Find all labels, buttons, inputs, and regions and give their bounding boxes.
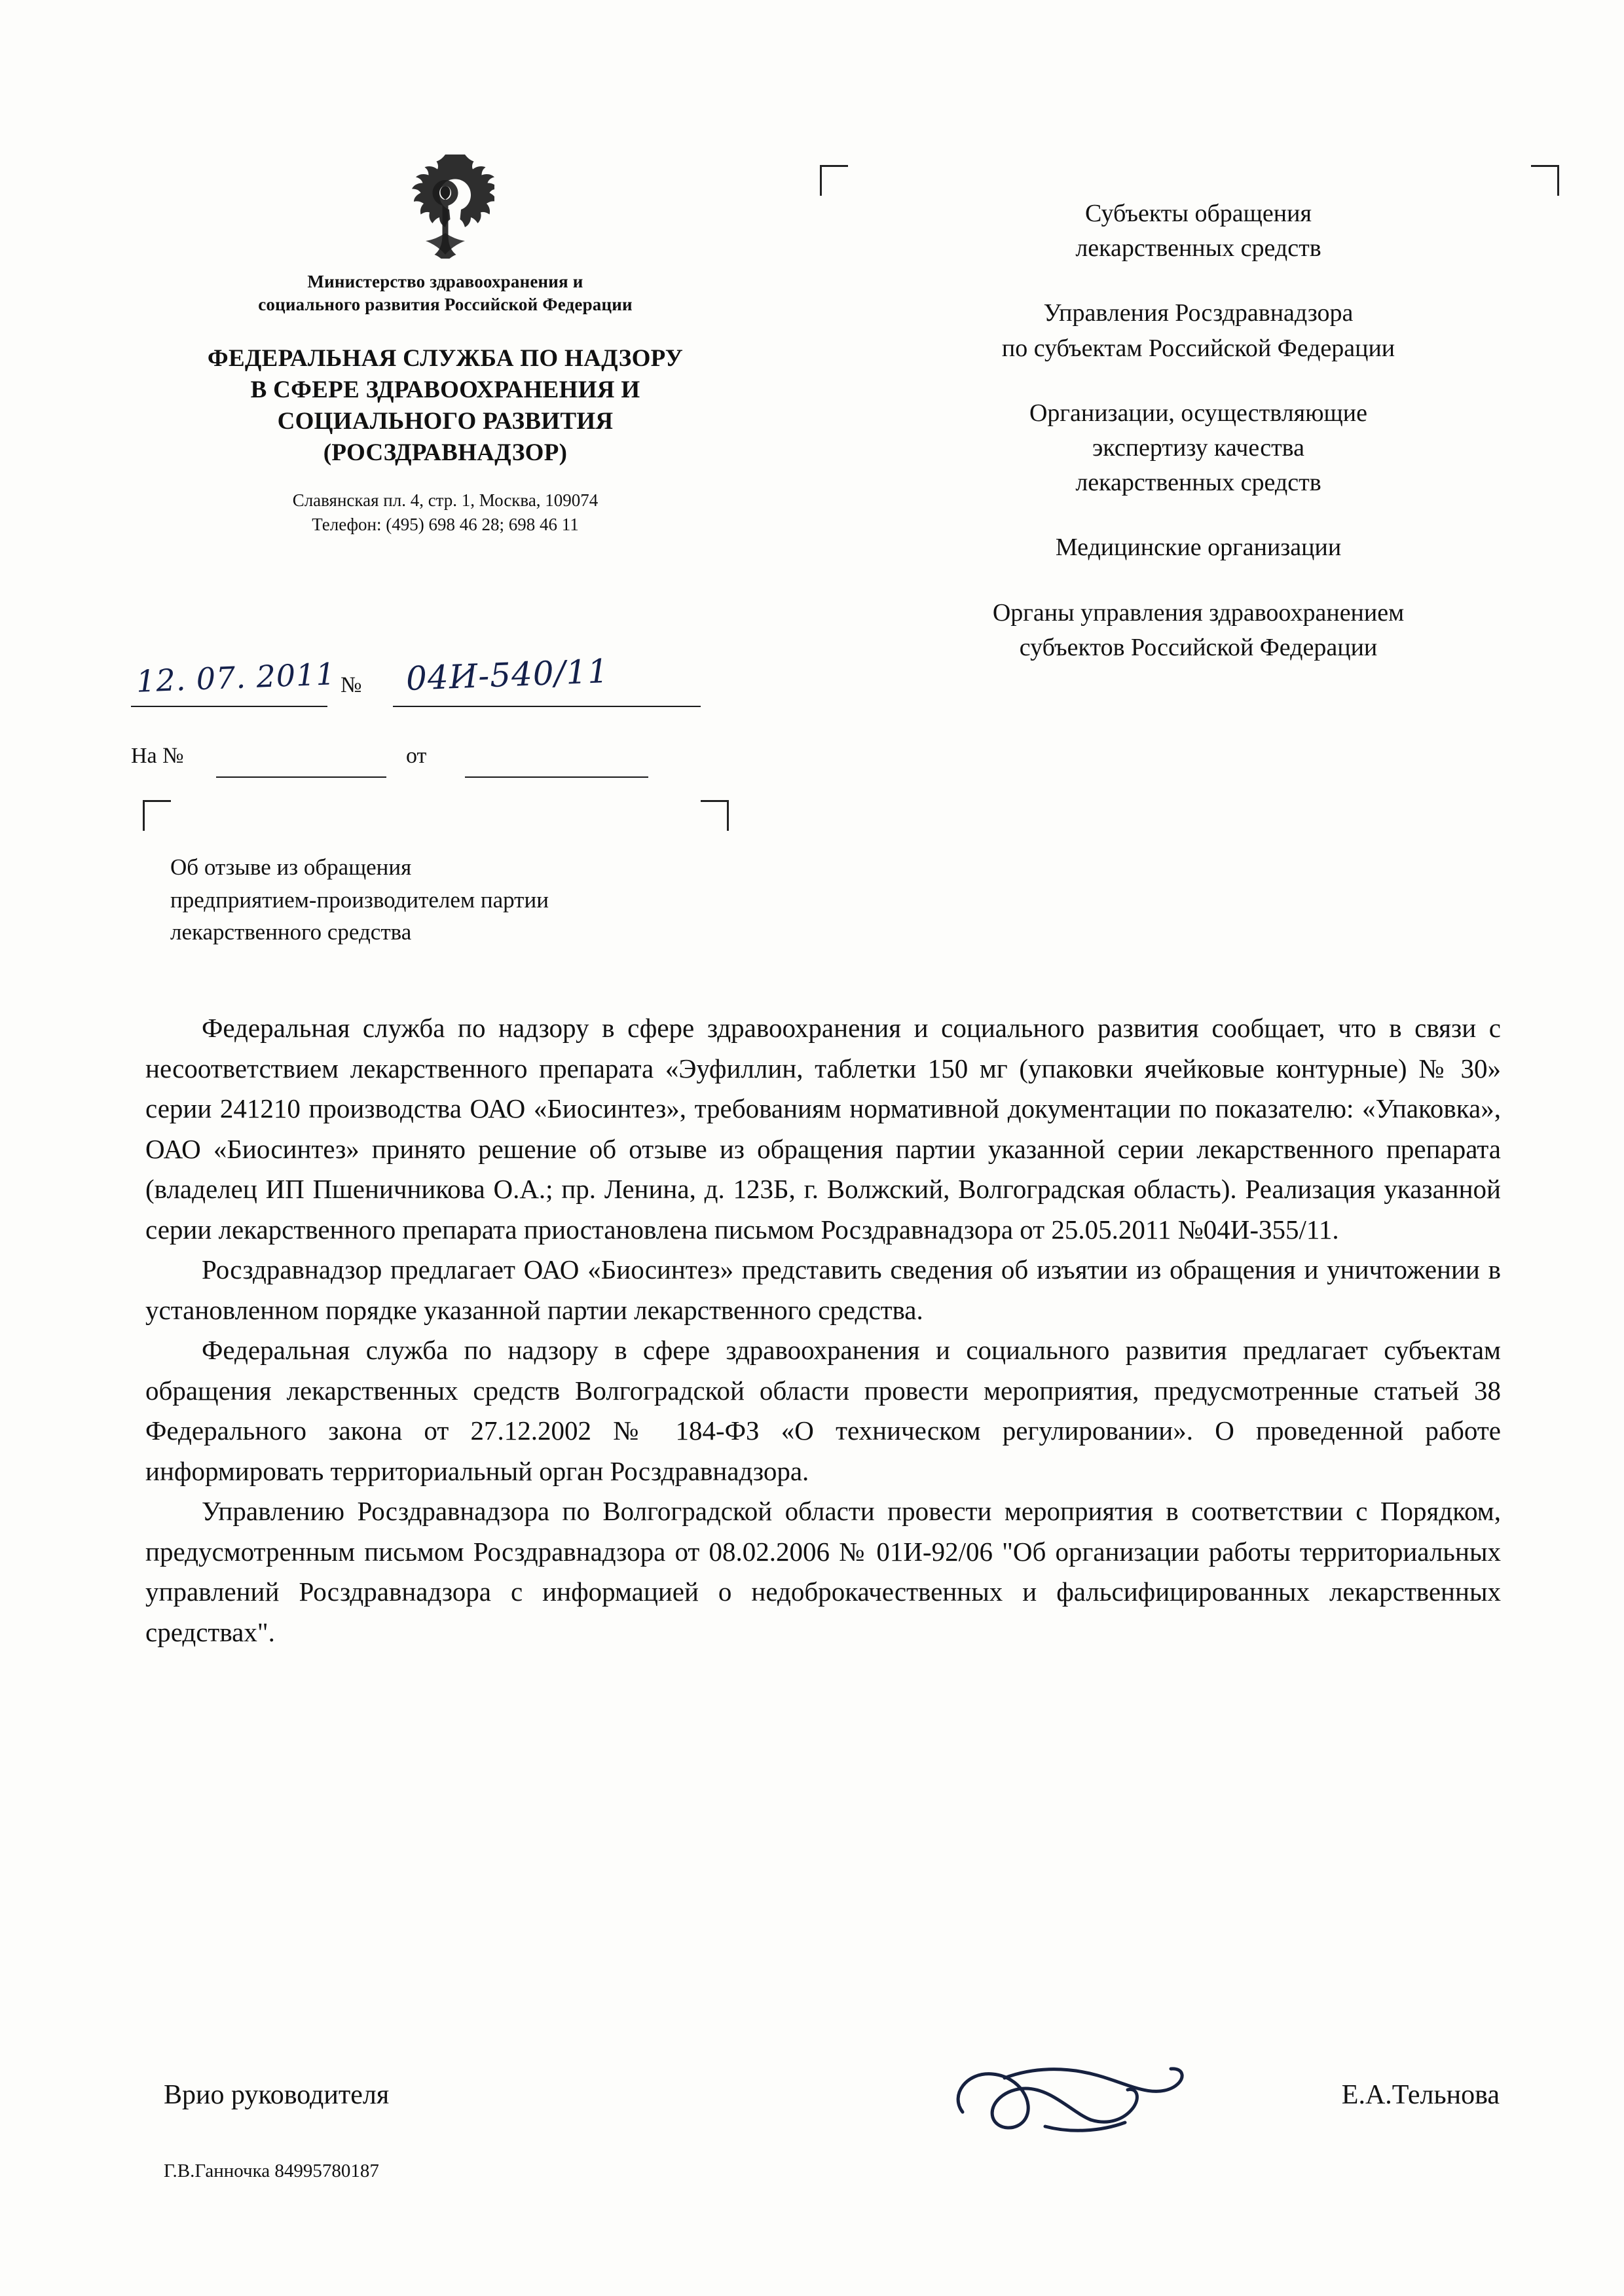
addressee-bracket-top-right <box>1531 165 1559 196</box>
subject-bracket-top-right <box>701 800 729 831</box>
number-label: № <box>341 673 362 697</box>
subject-bracket-top-left <box>143 800 171 831</box>
body-paragraph-1: Федеральная служба по надзору в сфере здравоохранения и социального развития сообщает, что в связи с несоответствием лекарственного препарата «Эуфиллин, таблетки 150 мг (упаковки ячейковые контурные) № 30» серии 241210 производства ОАО «Биосинтез», требованиям нормативной документации по показателю: «Упаковка», ОАО «Биосинтез» принято решение об отзыве из обращения партии указанной серии лекарственного препарата (владелец ИП Пшеничникова О.А.; пр. Ленина, д. 123Б, г. Волжский, Волгоградская область). Реализация указанной серии лекарственного препарата приостановлена письмом Росздравнадзора от 25.05.2011 №04И-355/11. <box>145 1013 1501 1245</box>
signatory-title: Врио руководителя <box>164 2080 390 2110</box>
reply-reference-line <box>131 740 825 786</box>
agency-address <box>118 488 773 536</box>
reply-date-label: от <box>406 744 427 768</box>
reply-to-label: На № <box>131 744 184 768</box>
subject-block <box>170 851 792 949</box>
agency-line-2: В СФЕРЕ ЗДРАВООХРАНЕНИЯ И <box>250 376 640 404</box>
agency-line-1: ФЕДЕРАЛЬНАЯ СЛУЖБА ПО НАДЗОРУ <box>207 345 684 373</box>
addressee-item-2 <box>871 296 1526 365</box>
executor-info: Г.В.Ганночка 84995780187 <box>164 2160 379 2181</box>
letterhead <box>118 151 773 536</box>
reply-date-rule <box>465 776 648 778</box>
subject-line-3: лекарственного средства <box>170 919 412 945</box>
handwritten-signature-icon <box>936 2049 1225 2147</box>
body-paragraph-4: Управлению Росздравнадзора по Волгоградской области провести мероприятия в соответствии с Порядком, предусмотренным письмом Росздравнадзора от 08.02.2006 № 01И-92/06 "Об организации работы территориальных управлений Росздравнадзора с информацией о недоброкачественных и фальсифицированных лекарственных средствах". <box>145 1496 1501 1647</box>
agency-line-4: (РОСЗДРАВНАДЗОР) <box>323 439 568 467</box>
reply-to-rule <box>216 776 386 778</box>
handwritten-date: 12. 07. 2011 <box>136 656 337 699</box>
addressee-item-4-line-1: Медицинские организации <box>1055 534 1342 562</box>
ministry-name <box>236 270 655 316</box>
addressee-item-3-line-1: Организации, осуществляющие <box>1029 399 1368 427</box>
number-rule <box>393 706 701 707</box>
addressee-item-3 <box>871 396 1526 501</box>
date-rule <box>131 706 327 707</box>
addressee-item-5-line-2: субъектов Российской Федерации <box>1019 633 1378 661</box>
letter-body <box>145 1008 1501 1652</box>
agency-name <box>138 343 753 469</box>
subject-line-2: предприятием-производителем партии <box>170 886 549 913</box>
address-line: Славянская пл. 4, стр. 1, Москва, 109074 <box>292 490 599 511</box>
agency-line-3: СОЦИАЛЬНОГО РАЗВИТИЯ <box>277 408 614 435</box>
addressee-item-2-line-1: Управления Росздравнадзора <box>1043 299 1354 327</box>
reference-date-number <box>131 652 805 733</box>
ministry-line-1: Министерство здравоохранения и <box>307 272 583 291</box>
addressee-item-5-line-1: Органы управления здравоохранением <box>992 598 1405 627</box>
body-paragraph-2: Росздравнадзор предлагает ОАО «Биосинтез» представить сведения об изъятии из обращения и уничтожении в установленном порядке указанной партии лекарственного средства. <box>145 1254 1501 1325</box>
signatory-name: Е.А.Тельнова <box>1341 2080 1500 2110</box>
addressee-item-1-line-2: лекарственных средств <box>1075 234 1321 263</box>
signature-block <box>164 2062 1500 2141</box>
addressee-item-1-line-1: Субъекты обращения <box>1085 200 1312 227</box>
handwritten-number: 04И-540/11 <box>405 652 610 698</box>
addressee-item-2-line-2: по субъектам Российской Федерации <box>1001 334 1395 362</box>
addressee-item-3-line-2: экспертизу качества <box>1092 433 1304 462</box>
addressee-block <box>871 196 1526 665</box>
addressee-item-5 <box>871 596 1526 665</box>
subject-line-1: Об отзыве из обращения <box>170 854 412 880</box>
russian-coat-of-arms-icon <box>396 151 494 259</box>
addressee-item-3-line-3: лекарственных средств <box>1075 469 1321 497</box>
addressee-item-1 <box>871 196 1526 266</box>
addressee-bracket-top-left <box>820 165 848 196</box>
ministry-line-2: социального развития Российской Федерации <box>258 294 633 314</box>
body-paragraph-3: Федеральная служба по надзору в сфере здравоохранения и социального развития предлагает субъектам обращения лекарственных средств Волгоградской области провести мероприятия, предусмотренные статьей 38 Федерального закона от 27.12.2002 № 184-ФЗ «О техническом регулировании». О проведенной работе информировать территориальный орган Росздравнадзора. <box>145 1335 1501 1486</box>
addressee-item-4 <box>871 530 1526 565</box>
phone-line: Телефон: (495) 698 46 28; 698 46 11 <box>312 514 579 534</box>
